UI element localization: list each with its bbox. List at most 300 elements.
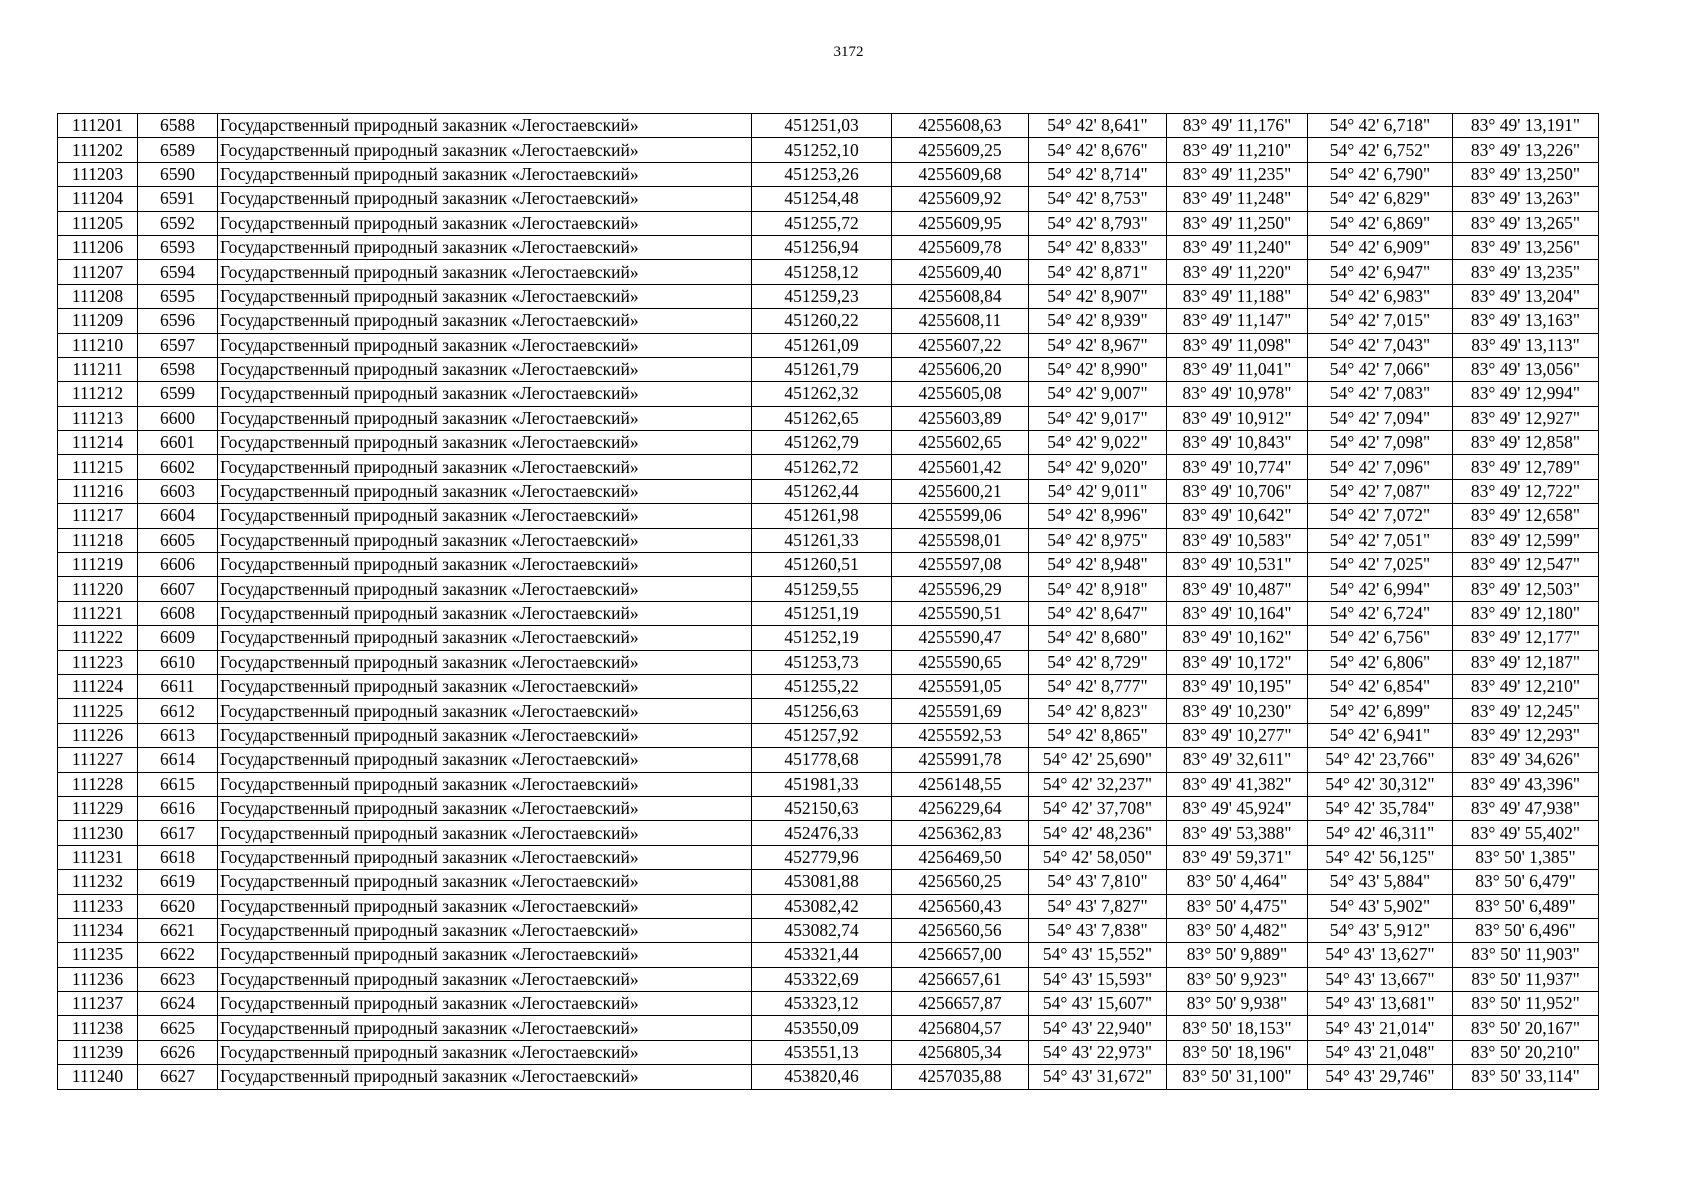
longitude-1-cell: 83° 49' 11,041"	[1167, 357, 1308, 381]
longitude-1-cell: 83° 49' 10,774"	[1167, 455, 1308, 479]
y-coordinate-cell: 4256657,00	[892, 943, 1029, 967]
y-coordinate-cell: 4256560,56	[892, 918, 1029, 942]
y-coordinate-cell: 4255596,29	[892, 577, 1029, 601]
longitude-2-cell: 83° 49' 12,503"	[1453, 577, 1599, 601]
latitude-2-cell: 54° 42' 6,869"	[1308, 211, 1453, 235]
longitude-1-cell: 83° 50' 31,100"	[1167, 1065, 1308, 1089]
latitude-2-cell: 54° 43' 5,884"	[1308, 870, 1453, 894]
longitude-1-cell: 83° 49' 11,235"	[1167, 162, 1308, 186]
zone-name-cell: Государственный природный заказник «Легостаевский»	[218, 431, 752, 455]
latitude-1-cell: 54° 42' 9,020"	[1029, 455, 1167, 479]
zone-name-cell: Государственный природный заказник «Легостаевский»	[218, 235, 752, 259]
latitude-1-cell: 54° 42' 8,777"	[1029, 674, 1167, 698]
table-row	[58, 650, 1599, 674]
zone-name-cell: Государственный природный заказник «Легостаевский»	[218, 114, 752, 138]
longitude-2-cell: 83° 49' 12,599"	[1453, 528, 1599, 552]
longitude-2-cell: 83° 49' 13,113"	[1453, 333, 1599, 357]
row-number-cell: 111238	[58, 1016, 138, 1040]
latitude-1-cell: 54° 42' 8,996"	[1029, 504, 1167, 528]
longitude-2-cell: 83° 50' 33,114"	[1453, 1065, 1599, 1089]
point-number-cell: 6598	[138, 357, 218, 381]
latitude-2-cell: 54° 42' 6,909"	[1308, 235, 1453, 259]
y-coordinate-cell: 4255590,65	[892, 650, 1029, 674]
zone-name-cell: Государственный природный заказник «Легостаевский»	[218, 601, 752, 625]
row-number-cell: 111205	[58, 211, 138, 235]
x-coordinate-cell: 453322,69	[752, 967, 892, 991]
longitude-2-cell: 83° 49' 13,263"	[1453, 187, 1599, 211]
zone-name-cell: Государственный природный заказник «Легостаевский»	[218, 674, 752, 698]
x-coordinate-cell: 451981,33	[752, 772, 892, 796]
latitude-2-cell: 54° 43' 13,667"	[1308, 967, 1453, 991]
longitude-2-cell: 83° 49' 13,256"	[1453, 235, 1599, 259]
point-number-cell: 6616	[138, 796, 218, 820]
longitude-1-cell: 83° 49' 11,240"	[1167, 235, 1308, 259]
point-number-cell: 6627	[138, 1065, 218, 1089]
point-number-cell: 6618	[138, 845, 218, 869]
x-coordinate-cell: 451256,63	[752, 699, 892, 723]
longitude-2-cell: 83° 49' 12,180"	[1453, 601, 1599, 625]
row-number-cell: 111201	[58, 114, 138, 138]
y-coordinate-cell: 4255603,89	[892, 406, 1029, 430]
y-coordinate-cell: 4255598,01	[892, 528, 1029, 552]
table-row	[58, 309, 1599, 333]
y-coordinate-cell: 4255591,05	[892, 674, 1029, 698]
latitude-1-cell: 54° 42' 8,680"	[1029, 626, 1167, 650]
longitude-1-cell: 83° 50' 4,464"	[1167, 870, 1308, 894]
zone-name-cell: Государственный природный заказник «Легостаевский»	[218, 992, 752, 1016]
latitude-1-cell: 54° 42' 9,007"	[1029, 382, 1167, 406]
table-row	[58, 382, 1599, 406]
zone-name-cell: Государственный природный заказник «Легостаевский»	[218, 333, 752, 357]
x-coordinate-cell: 451251,03	[752, 114, 892, 138]
table-row	[58, 479, 1599, 503]
latitude-2-cell: 54° 42' 6,724"	[1308, 601, 1453, 625]
zone-name-cell: Государственный природный заказник «Легостаевский»	[218, 528, 752, 552]
longitude-2-cell: 83° 50' 6,489"	[1453, 894, 1599, 918]
latitude-1-cell: 54° 42' 8,871"	[1029, 260, 1167, 284]
table-row	[58, 1040, 1599, 1064]
point-number-cell: 6626	[138, 1040, 218, 1064]
point-number-cell: 6600	[138, 406, 218, 430]
row-number-cell: 111210	[58, 333, 138, 357]
zone-name-cell: Государственный природный заказник «Легостаевский»	[218, 894, 752, 918]
zone-name-cell: Государственный природный заказник «Легостаевский»	[218, 650, 752, 674]
table-row	[58, 748, 1599, 772]
latitude-2-cell: 54° 42' 6,941"	[1308, 723, 1453, 747]
latitude-1-cell: 54° 42' 8,641"	[1029, 114, 1167, 138]
latitude-1-cell: 54° 42' 8,918"	[1029, 577, 1167, 601]
longitude-1-cell: 83° 49' 10,642"	[1167, 504, 1308, 528]
longitude-1-cell: 83° 49' 10,978"	[1167, 382, 1308, 406]
latitude-1-cell: 54° 42' 8,714"	[1029, 162, 1167, 186]
x-coordinate-cell: 451257,92	[752, 723, 892, 747]
latitude-1-cell: 54° 42' 8,975"	[1029, 528, 1167, 552]
point-number-cell: 6608	[138, 601, 218, 625]
table-row	[58, 967, 1599, 991]
row-number-cell: 111203	[58, 162, 138, 186]
row-number-cell: 111225	[58, 699, 138, 723]
latitude-2-cell: 54° 42' 6,756"	[1308, 626, 1453, 650]
latitude-1-cell: 54° 43' 15,552"	[1029, 943, 1167, 967]
point-number-cell: 6620	[138, 894, 218, 918]
zone-name-cell: Государственный природный заказник «Легостаевский»	[218, 821, 752, 845]
y-coordinate-cell: 4255991,78	[892, 748, 1029, 772]
x-coordinate-cell: 451258,12	[752, 260, 892, 284]
row-number-cell: 111202	[58, 138, 138, 162]
x-coordinate-cell: 451262,44	[752, 479, 892, 503]
table-row	[58, 406, 1599, 430]
longitude-1-cell: 83° 49' 10,164"	[1167, 601, 1308, 625]
table-body	[58, 114, 1599, 1090]
point-number-cell: 6593	[138, 235, 218, 259]
latitude-2-cell: 54° 42' 7,094"	[1308, 406, 1453, 430]
latitude-1-cell: 54° 42' 48,236"	[1029, 821, 1167, 845]
x-coordinate-cell: 452779,96	[752, 845, 892, 869]
zone-name-cell: Государственный природный заказник «Легостаевский»	[218, 309, 752, 333]
latitude-2-cell: 54° 42' 23,766"	[1308, 748, 1453, 772]
zone-name-cell: Государственный природный заказник «Легостаевский»	[218, 772, 752, 796]
latitude-2-cell: 54° 42' 46,311"	[1308, 821, 1453, 845]
table-row	[58, 211, 1599, 235]
table-row	[58, 1065, 1599, 1089]
x-coordinate-cell: 451262,79	[752, 431, 892, 455]
point-number-cell: 6615	[138, 772, 218, 796]
x-coordinate-cell: 451260,22	[752, 309, 892, 333]
point-number-cell: 6597	[138, 333, 218, 357]
latitude-2-cell: 54° 43' 5,902"	[1308, 894, 1453, 918]
longitude-1-cell: 83° 49' 11,147"	[1167, 309, 1308, 333]
row-number-cell: 111209	[58, 309, 138, 333]
latitude-2-cell: 54° 42' 7,066"	[1308, 357, 1453, 381]
x-coordinate-cell: 451261,79	[752, 357, 892, 381]
latitude-2-cell: 54° 43' 21,014"	[1308, 1016, 1453, 1040]
table-row	[58, 284, 1599, 308]
longitude-2-cell: 83° 49' 13,056"	[1453, 357, 1599, 381]
x-coordinate-cell: 451261,09	[752, 333, 892, 357]
row-number-cell: 111240	[58, 1065, 138, 1089]
latitude-1-cell: 54° 42' 8,833"	[1029, 235, 1167, 259]
latitude-2-cell: 54° 42' 7,072"	[1308, 504, 1453, 528]
latitude-2-cell: 54° 42' 7,015"	[1308, 309, 1453, 333]
coordinates-table	[57, 113, 1599, 1090]
table-row	[58, 992, 1599, 1016]
zone-name-cell: Государственный природный заказник «Легостаевский»	[218, 577, 752, 601]
y-coordinate-cell: 4255608,63	[892, 114, 1029, 138]
longitude-2-cell: 83° 49' 13,163"	[1453, 309, 1599, 333]
latitude-1-cell: 54° 42' 58,050"	[1029, 845, 1167, 869]
row-number-cell: 111216	[58, 479, 138, 503]
row-number-cell: 111206	[58, 235, 138, 259]
zone-name-cell: Государственный природный заказник «Легостаевский»	[218, 626, 752, 650]
latitude-2-cell: 54° 42' 7,051"	[1308, 528, 1453, 552]
row-number-cell: 111220	[58, 577, 138, 601]
zone-name-cell: Государственный природный заказник «Легостаевский»	[218, 699, 752, 723]
y-coordinate-cell: 4255609,68	[892, 162, 1029, 186]
point-number-cell: 6592	[138, 211, 218, 235]
zone-name-cell: Государственный природный заказник «Легостаевский»	[218, 845, 752, 869]
x-coordinate-cell: 452150,63	[752, 796, 892, 820]
zone-name-cell: Государственный природный заказник «Легостаевский»	[218, 918, 752, 942]
longitude-1-cell: 83° 49' 10,912"	[1167, 406, 1308, 430]
latitude-1-cell: 54° 43' 7,810"	[1029, 870, 1167, 894]
table-row	[58, 528, 1599, 552]
y-coordinate-cell: 4255606,20	[892, 357, 1029, 381]
zone-name-cell: Государственный природный заказник «Легостаевский»	[218, 796, 752, 820]
longitude-2-cell: 83° 49' 12,994"	[1453, 382, 1599, 406]
row-number-cell: 111223	[58, 650, 138, 674]
row-number-cell: 111219	[58, 553, 138, 577]
row-number-cell: 111204	[58, 187, 138, 211]
longitude-2-cell: 83° 49' 13,250"	[1453, 162, 1599, 186]
latitude-2-cell: 54° 42' 7,087"	[1308, 479, 1453, 503]
x-coordinate-cell: 451262,65	[752, 406, 892, 430]
y-coordinate-cell: 4255609,25	[892, 138, 1029, 162]
latitude-2-cell: 54° 42' 35,784"	[1308, 796, 1453, 820]
latitude-1-cell: 54° 42' 8,793"	[1029, 211, 1167, 235]
y-coordinate-cell: 4255609,78	[892, 235, 1029, 259]
row-number-cell: 111234	[58, 918, 138, 942]
row-number-cell: 111217	[58, 504, 138, 528]
latitude-2-cell: 54° 42' 6,718"	[1308, 114, 1453, 138]
point-number-cell: 6622	[138, 943, 218, 967]
table-row	[58, 601, 1599, 625]
longitude-2-cell: 83° 49' 43,396"	[1453, 772, 1599, 796]
y-coordinate-cell: 4256560,25	[892, 870, 1029, 894]
latitude-2-cell: 54° 42' 7,043"	[1308, 333, 1453, 357]
point-number-cell: 6619	[138, 870, 218, 894]
longitude-1-cell: 83° 49' 32,611"	[1167, 748, 1308, 772]
table-row	[58, 235, 1599, 259]
y-coordinate-cell: 4255609,40	[892, 260, 1029, 284]
point-number-cell: 6610	[138, 650, 218, 674]
latitude-2-cell: 54° 43' 5,912"	[1308, 918, 1453, 942]
longitude-2-cell: 83° 50' 11,952"	[1453, 992, 1599, 1016]
point-number-cell: 6606	[138, 553, 218, 577]
longitude-2-cell: 83° 49' 12,293"	[1453, 723, 1599, 747]
latitude-2-cell: 54° 42' 6,994"	[1308, 577, 1453, 601]
longitude-2-cell: 83° 50' 6,479"	[1453, 870, 1599, 894]
longitude-2-cell: 83° 50' 11,937"	[1453, 967, 1599, 991]
latitude-1-cell: 54° 42' 37,708"	[1029, 796, 1167, 820]
y-coordinate-cell: 4256804,57	[892, 1016, 1029, 1040]
row-number-cell: 111237	[58, 992, 138, 1016]
longitude-1-cell: 83° 49' 11,098"	[1167, 333, 1308, 357]
longitude-2-cell: 83° 49' 12,547"	[1453, 553, 1599, 577]
latitude-2-cell: 54° 42' 6,854"	[1308, 674, 1453, 698]
point-number-cell: 6607	[138, 577, 218, 601]
y-coordinate-cell: 4256229,64	[892, 796, 1029, 820]
row-number-cell: 111214	[58, 431, 138, 455]
latitude-2-cell: 54° 42' 6,790"	[1308, 162, 1453, 186]
latitude-1-cell: 54° 42' 8,907"	[1029, 284, 1167, 308]
x-coordinate-cell: 451261,33	[752, 528, 892, 552]
row-number-cell: 111228	[58, 772, 138, 796]
point-number-cell: 6617	[138, 821, 218, 845]
zone-name-cell: Государственный природный заказник «Легостаевский»	[218, 187, 752, 211]
row-number-cell: 111207	[58, 260, 138, 284]
x-coordinate-cell: 451261,98	[752, 504, 892, 528]
y-coordinate-cell: 4255590,47	[892, 626, 1029, 650]
row-number-cell: 111218	[58, 528, 138, 552]
row-number-cell: 111213	[58, 406, 138, 430]
longitude-2-cell: 83° 49' 13,235"	[1453, 260, 1599, 284]
latitude-2-cell: 54° 43' 21,048"	[1308, 1040, 1453, 1064]
row-number-cell: 111208	[58, 284, 138, 308]
table-row	[58, 626, 1599, 650]
x-coordinate-cell: 453082,42	[752, 894, 892, 918]
x-coordinate-cell: 451259,55	[752, 577, 892, 601]
point-number-cell: 6589	[138, 138, 218, 162]
table-row	[58, 114, 1599, 138]
longitude-2-cell: 83° 50' 6,496"	[1453, 918, 1599, 942]
latitude-2-cell: 54° 42' 6,947"	[1308, 260, 1453, 284]
y-coordinate-cell: 4255601,42	[892, 455, 1029, 479]
page-number: 3172	[833, 44, 864, 60]
longitude-1-cell: 83° 49' 11,176"	[1167, 114, 1308, 138]
x-coordinate-cell: 451254,48	[752, 187, 892, 211]
point-number-cell: 6624	[138, 992, 218, 1016]
point-number-cell: 6602	[138, 455, 218, 479]
longitude-2-cell: 83° 49' 12,927"	[1453, 406, 1599, 430]
table-row	[58, 138, 1599, 162]
point-number-cell: 6605	[138, 528, 218, 552]
x-coordinate-cell: 451256,94	[752, 235, 892, 259]
longitude-1-cell: 83° 50' 18,153"	[1167, 1016, 1308, 1040]
latitude-2-cell: 54° 43' 13,627"	[1308, 943, 1453, 967]
x-coordinate-cell: 451259,23	[752, 284, 892, 308]
point-number-cell: 6623	[138, 967, 218, 991]
longitude-1-cell: 83° 49' 11,188"	[1167, 284, 1308, 308]
longitude-1-cell: 83° 49' 11,210"	[1167, 138, 1308, 162]
zone-name-cell: Государственный природный заказник «Легостаевский»	[218, 479, 752, 503]
point-number-cell: 6621	[138, 918, 218, 942]
longitude-1-cell: 83° 49' 10,162"	[1167, 626, 1308, 650]
x-coordinate-cell: 451251,19	[752, 601, 892, 625]
longitude-1-cell: 83° 49' 59,371"	[1167, 845, 1308, 869]
y-coordinate-cell: 4255600,21	[892, 479, 1029, 503]
x-coordinate-cell: 451253,73	[752, 650, 892, 674]
row-number-cell: 111233	[58, 894, 138, 918]
longitude-2-cell: 83° 49' 13,204"	[1453, 284, 1599, 308]
y-coordinate-cell: 4255592,53	[892, 723, 1029, 747]
table-row	[58, 260, 1599, 284]
y-coordinate-cell: 4256469,50	[892, 845, 1029, 869]
latitude-2-cell: 54° 42' 6,983"	[1308, 284, 1453, 308]
table-row	[58, 162, 1599, 186]
y-coordinate-cell: 4255591,69	[892, 699, 1029, 723]
table-row	[58, 821, 1599, 845]
y-coordinate-cell: 4255609,92	[892, 187, 1029, 211]
zone-name-cell: Государственный природный заказник «Легостаевский»	[218, 943, 752, 967]
latitude-1-cell: 54° 42' 8,676"	[1029, 138, 1167, 162]
zone-name-cell: Государственный природный заказник «Легостаевский»	[218, 260, 752, 284]
longitude-2-cell: 83° 49' 47,938"	[1453, 796, 1599, 820]
latitude-1-cell: 54° 43' 15,593"	[1029, 967, 1167, 991]
zone-name-cell: Государственный природный заказник «Легостаевский»	[218, 1065, 752, 1089]
table-row	[58, 357, 1599, 381]
longitude-1-cell: 83° 49' 10,706"	[1167, 479, 1308, 503]
point-number-cell: 6612	[138, 699, 218, 723]
row-number-cell: 111236	[58, 967, 138, 991]
longitude-2-cell: 83° 49' 12,187"	[1453, 650, 1599, 674]
longitude-1-cell: 83° 49' 10,583"	[1167, 528, 1308, 552]
y-coordinate-cell: 4255602,65	[892, 431, 1029, 455]
y-coordinate-cell: 4257035,88	[892, 1065, 1029, 1089]
latitude-2-cell: 54° 42' 7,098"	[1308, 431, 1453, 455]
latitude-1-cell: 54° 43' 22,973"	[1029, 1040, 1167, 1064]
latitude-1-cell: 54° 43' 22,940"	[1029, 1016, 1167, 1040]
zone-name-cell: Государственный природный заказник «Легостаевский»	[218, 1040, 752, 1064]
latitude-2-cell: 54° 43' 13,681"	[1308, 992, 1453, 1016]
x-coordinate-cell: 452476,33	[752, 821, 892, 845]
longitude-2-cell: 83° 49' 13,226"	[1453, 138, 1599, 162]
longitude-1-cell: 83° 49' 11,250"	[1167, 211, 1308, 235]
x-coordinate-cell: 453550,09	[752, 1016, 892, 1040]
zone-name-cell: Государственный природный заказник «Легостаевский»	[218, 1016, 752, 1040]
point-number-cell: 6596	[138, 309, 218, 333]
table-row	[58, 870, 1599, 894]
row-number-cell: 111235	[58, 943, 138, 967]
y-coordinate-cell: 4256657,61	[892, 967, 1029, 991]
longitude-1-cell: 83° 49' 10,487"	[1167, 577, 1308, 601]
x-coordinate-cell: 451262,32	[752, 382, 892, 406]
point-number-cell: 6611	[138, 674, 218, 698]
x-coordinate-cell: 451778,68	[752, 748, 892, 772]
zone-name-cell: Государственный природный заказник «Легостаевский»	[218, 504, 752, 528]
point-number-cell: 6591	[138, 187, 218, 211]
y-coordinate-cell: 4256560,43	[892, 894, 1029, 918]
x-coordinate-cell: 451252,19	[752, 626, 892, 650]
row-number-cell: 111231	[58, 845, 138, 869]
zone-name-cell: Государственный природный заказник «Легостаевский»	[218, 870, 752, 894]
row-number-cell: 111224	[58, 674, 138, 698]
longitude-2-cell: 83° 49' 13,265"	[1453, 211, 1599, 235]
longitude-1-cell: 83° 49' 10,195"	[1167, 674, 1308, 698]
x-coordinate-cell: 451255,72	[752, 211, 892, 235]
point-number-cell: 6594	[138, 260, 218, 284]
longitude-2-cell: 83° 49' 13,191"	[1453, 114, 1599, 138]
longitude-1-cell: 83° 49' 10,531"	[1167, 553, 1308, 577]
zone-name-cell: Государственный природный заказник «Легостаевский»	[218, 284, 752, 308]
table-row	[58, 504, 1599, 528]
latitude-2-cell: 54° 42' 56,125"	[1308, 845, 1453, 869]
zone-name-cell: Государственный природный заказник «Легостаевский»	[218, 455, 752, 479]
table-row	[58, 674, 1599, 698]
longitude-2-cell: 83° 49' 12,858"	[1453, 431, 1599, 455]
latitude-1-cell: 54° 42' 8,948"	[1029, 553, 1167, 577]
y-coordinate-cell: 4255607,22	[892, 333, 1029, 357]
latitude-1-cell: 54° 42' 8,729"	[1029, 650, 1167, 674]
longitude-2-cell: 83° 50' 20,210"	[1453, 1040, 1599, 1064]
row-number-cell: 111211	[58, 357, 138, 381]
latitude-1-cell: 54° 42' 8,647"	[1029, 601, 1167, 625]
latitude-1-cell: 54° 43' 31,672"	[1029, 1065, 1167, 1089]
y-coordinate-cell: 4255599,06	[892, 504, 1029, 528]
longitude-1-cell: 83° 50' 18,196"	[1167, 1040, 1308, 1064]
zone-name-cell: Государственный природный заказник «Легостаевский»	[218, 723, 752, 747]
longitude-2-cell: 83° 50' 1,385"	[1453, 845, 1599, 869]
zone-name-cell: Государственный природный заказник «Легостаевский»	[218, 748, 752, 772]
longitude-1-cell: 83° 49' 11,220"	[1167, 260, 1308, 284]
latitude-2-cell: 54° 42' 30,312"	[1308, 772, 1453, 796]
y-coordinate-cell: 4256805,34	[892, 1040, 1029, 1064]
longitude-2-cell: 83° 49' 55,402"	[1453, 821, 1599, 845]
latitude-1-cell: 54° 43' 7,827"	[1029, 894, 1167, 918]
longitude-2-cell: 83° 49' 12,658"	[1453, 504, 1599, 528]
point-number-cell: 6588	[138, 114, 218, 138]
longitude-2-cell: 83° 49' 12,177"	[1453, 626, 1599, 650]
latitude-1-cell: 54° 43' 7,838"	[1029, 918, 1167, 942]
